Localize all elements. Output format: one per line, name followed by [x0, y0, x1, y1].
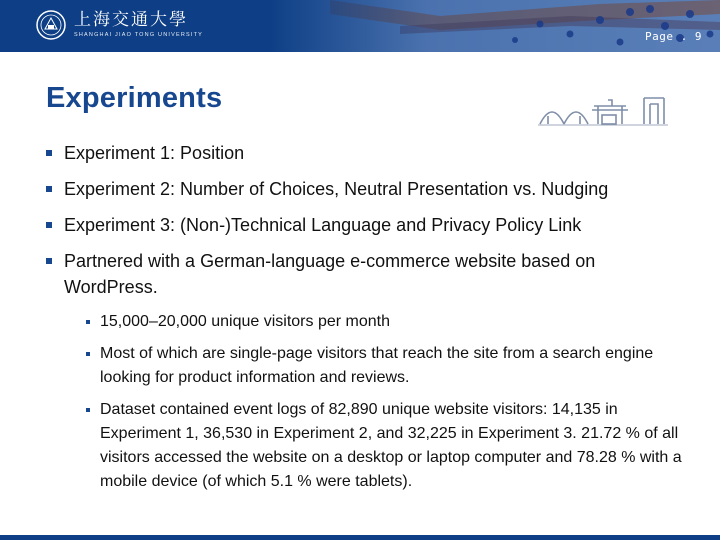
sub-bullet-item — [46, 342, 686, 390]
university-logo — [36, 10, 203, 40]
sub-bullet-list — [46, 310, 686, 494]
bullet-text: Experiment 2: Number of Choices, Neutral Presentation vs. Nudging — [64, 179, 609, 199]
logo-text — [74, 9, 204, 39]
page-number: Page . 9 — [645, 30, 702, 43]
slide-content — [46, 140, 686, 502]
sub-bullet-item — [46, 310, 686, 334]
logo-english-name: SHANGHAI JIAO TONG UNIVERSITY — [74, 31, 204, 38]
header-banner — [0, 0, 720, 52]
square-bullet-icon — [46, 150, 52, 156]
square-bullet-icon — [86, 352, 90, 356]
sub-bullet-text: Most of which are single-page visitors that reach the site from a search engine looking for product information and reviews. — [100, 345, 654, 386]
square-bullet-icon — [46, 186, 52, 192]
sub-bullet-text: Dataset contained event logs of 82,890 unique website visitors: 14,135 in Experiment 1, 36,530 in Experiment 2, and 32,225 in Experiment 3. 21.72 % of all visitors accessed the website on a desktop or laptop computer and 78.28 % with a mobile device (of which 5.1 % were tablets). — [100, 401, 682, 490]
footer-bar — [0, 535, 720, 540]
campus-gate-icon — [538, 92, 668, 126]
bullet-item — [46, 212, 686, 238]
header-decoration — [270, 0, 720, 52]
bullet-item — [46, 248, 686, 300]
bullet-item — [46, 140, 686, 166]
sub-bullet-text: 15,000–20,000 unique visitors per month — [100, 313, 390, 330]
logo-chinese-name: 上海交通大學 — [74, 9, 188, 30]
bullet-text: Partnered with a German-language e-commerce website based on WordPress. — [64, 251, 596, 297]
square-bullet-icon — [46, 258, 52, 264]
bullet-text: Experiment 1: Position — [64, 143, 245, 163]
square-bullet-icon — [86, 408, 90, 412]
slide-title: Experiments — [46, 82, 223, 114]
bullet-item — [46, 176, 686, 202]
bullet-text: Experiment 3: (Non-)Technical Language and Privacy Policy Link — [64, 215, 582, 235]
square-bullet-icon — [46, 222, 52, 228]
square-bullet-icon — [86, 320, 90, 324]
sub-bullet-item — [46, 398, 686, 494]
university-seal-icon — [36, 10, 66, 40]
